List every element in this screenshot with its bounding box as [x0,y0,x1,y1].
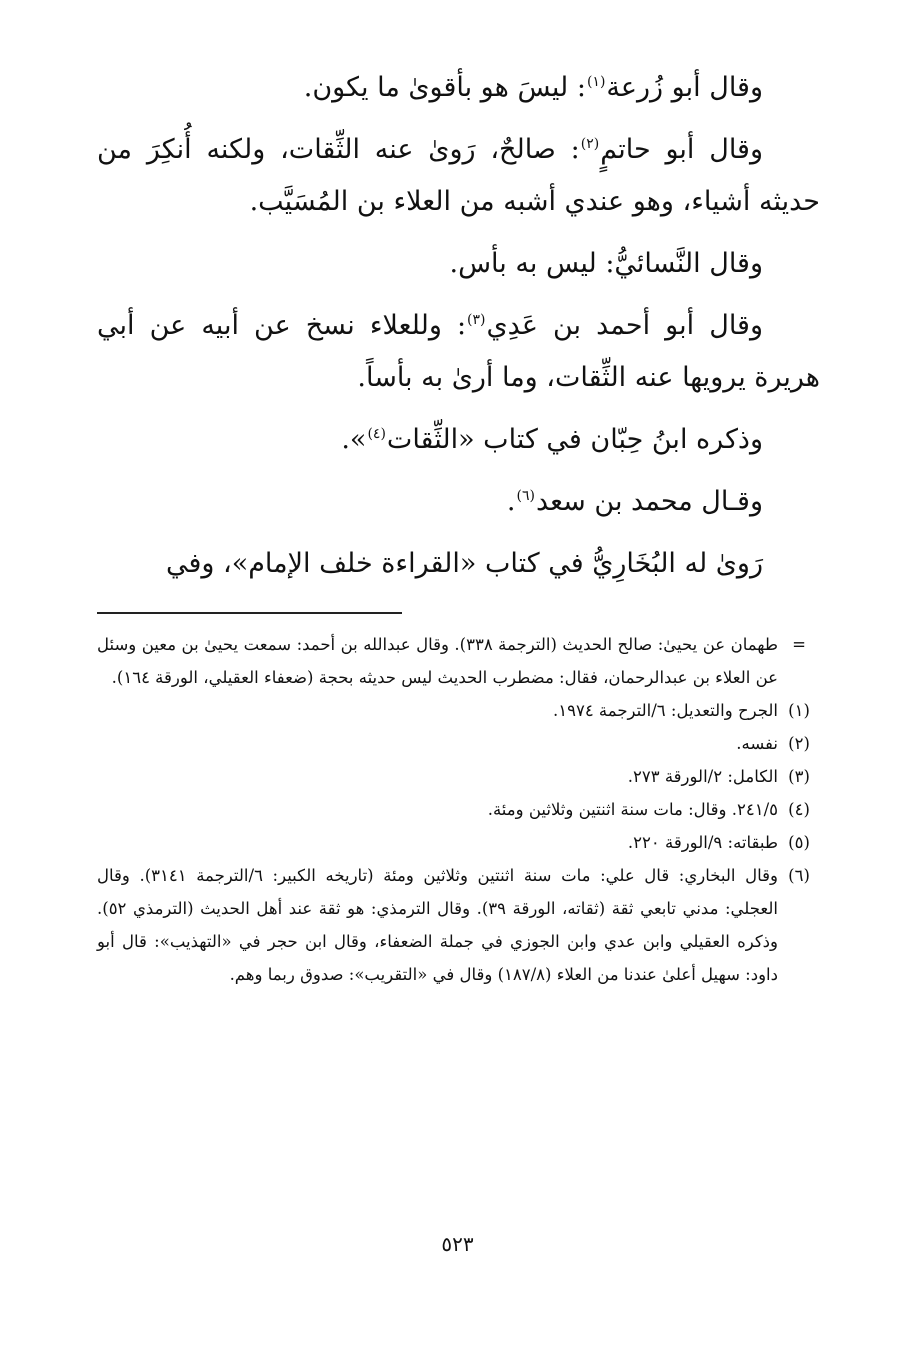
footnote-ref: (٣) [467,312,486,328]
footnote-ref: (٦) [516,488,535,504]
footnote-continued [97,628,820,694]
text: وذكره ابنُ حِبّان في كتاب «الثِّقات [386,424,763,455]
paragraph-bukhari [97,538,820,590]
text: ». [341,424,367,455]
footnote-number: (٥) [788,833,810,852]
footnote-number: (٤) [788,800,810,819]
footnote-ref: (١) [586,74,606,90]
footnote-5 [97,826,820,859]
footnote-number: = [792,635,806,654]
text: : وللعلاء نسخ عن أبيه عن أبي هريرة يرويها عنه الثِّقات، وما أرىٰ به بأساً. [97,310,820,393]
paragraph-ibn-hibban [97,414,820,466]
paragraph-ibn-adi [97,300,820,404]
footnote-text: الكامل: ٢/الورقة ٢٧٣. [627,767,778,786]
footnote-number: (٦) [788,866,810,885]
paragraph-abu-hatim [97,124,820,228]
text: رَوىٰ له البُخَارِيُّ في كتاب «القراءة خلف الإمام»، وفي [165,548,763,579]
footnote-text: الجرح والتعديل: ٦/الترجمة ١٩٧٤. [552,701,778,720]
footnote-number: (٣) [788,767,810,786]
paragraph-nasai [97,238,820,290]
footnote-text: طبقاته: ٩/الورقة ٢٢٠. [627,833,778,852]
paragraph-abu-zura [97,62,820,114]
text: : صالحٌ، رَوىٰ عنه الثِّقات، ولكنه أُنكِرَ من حديثه أشياء، وهو عندي أشبه من العلاء بن المُسَيَّب. [97,134,820,217]
text: وقال أبو أحمد بن عَدِي [486,310,763,341]
footnote-6 [97,859,820,991]
text: : ليسَ هو بأقوىٰ ما يكون. [303,72,586,103]
footnotes [97,628,820,991]
text: وقـال محمد بن سعد [535,486,763,517]
footnote-text: وقال البخاري: قال علي: مات سنة اثنتين وثلاثين ومئة (تاريخه الكبير: ٦/الترجمة ٣١٤١). وقال العجلي: مدني تابعي ثقة (ثقاته، الورقة ٣٩). وقال الترمذي: هو ثقة عند أهل الحديث (الترمذي ٥٢). وذكره العقيلي وابن عدي وابن الجوزي في جملة الضعفاء، وقال ابن حجر في «التهذيب»: قال أبو داود: سهيل أعلىٰ عندنا من العلاء (١٨٧/٨) وقال في «التقريب»: صدوق ربما وهم. [97,866,778,984]
footnote-text: نفسه. [736,734,778,753]
paragraph-ibn-sad [97,476,820,528]
footnote-2 [97,727,820,760]
text: وقال أبو زُرعة [606,72,763,103]
text: وقال أبو حاتمٍ [600,134,764,165]
footnote-number: (٢) [788,734,810,753]
footnote-3 [97,760,820,793]
page-number: ٥٢٣ [441,1232,474,1256]
footnote-number: (١) [788,701,810,720]
footnote-divider [97,612,402,614]
footnote-text: ٢٤١/٥. وقال: مات سنة اثنتين وثلاثين ومئة. [487,800,778,819]
text: . [506,486,516,517]
text: وقال النَّسائيُّ: ليس به بأس. [449,248,763,279]
footnote-ref: (٢) [580,136,600,152]
footnote-text: طهمان عن يحيىٰ: صالح الحديث (الترجمة ٣٣٨). وقال عبدالله بن أحمد: سمعت يحيىٰ بن معين وسئل عن العلاء بن عبدالرحمان، فقال: مضطرب الحديث ليس حديثه بحجة (ضعفاء العقيلي، الورقة ١٦٤). [97,635,779,687]
footnote-1 [97,694,820,727]
footnote-ref: (٤) [367,426,386,442]
footnote-4 [97,793,820,826]
main-text [97,62,820,590]
